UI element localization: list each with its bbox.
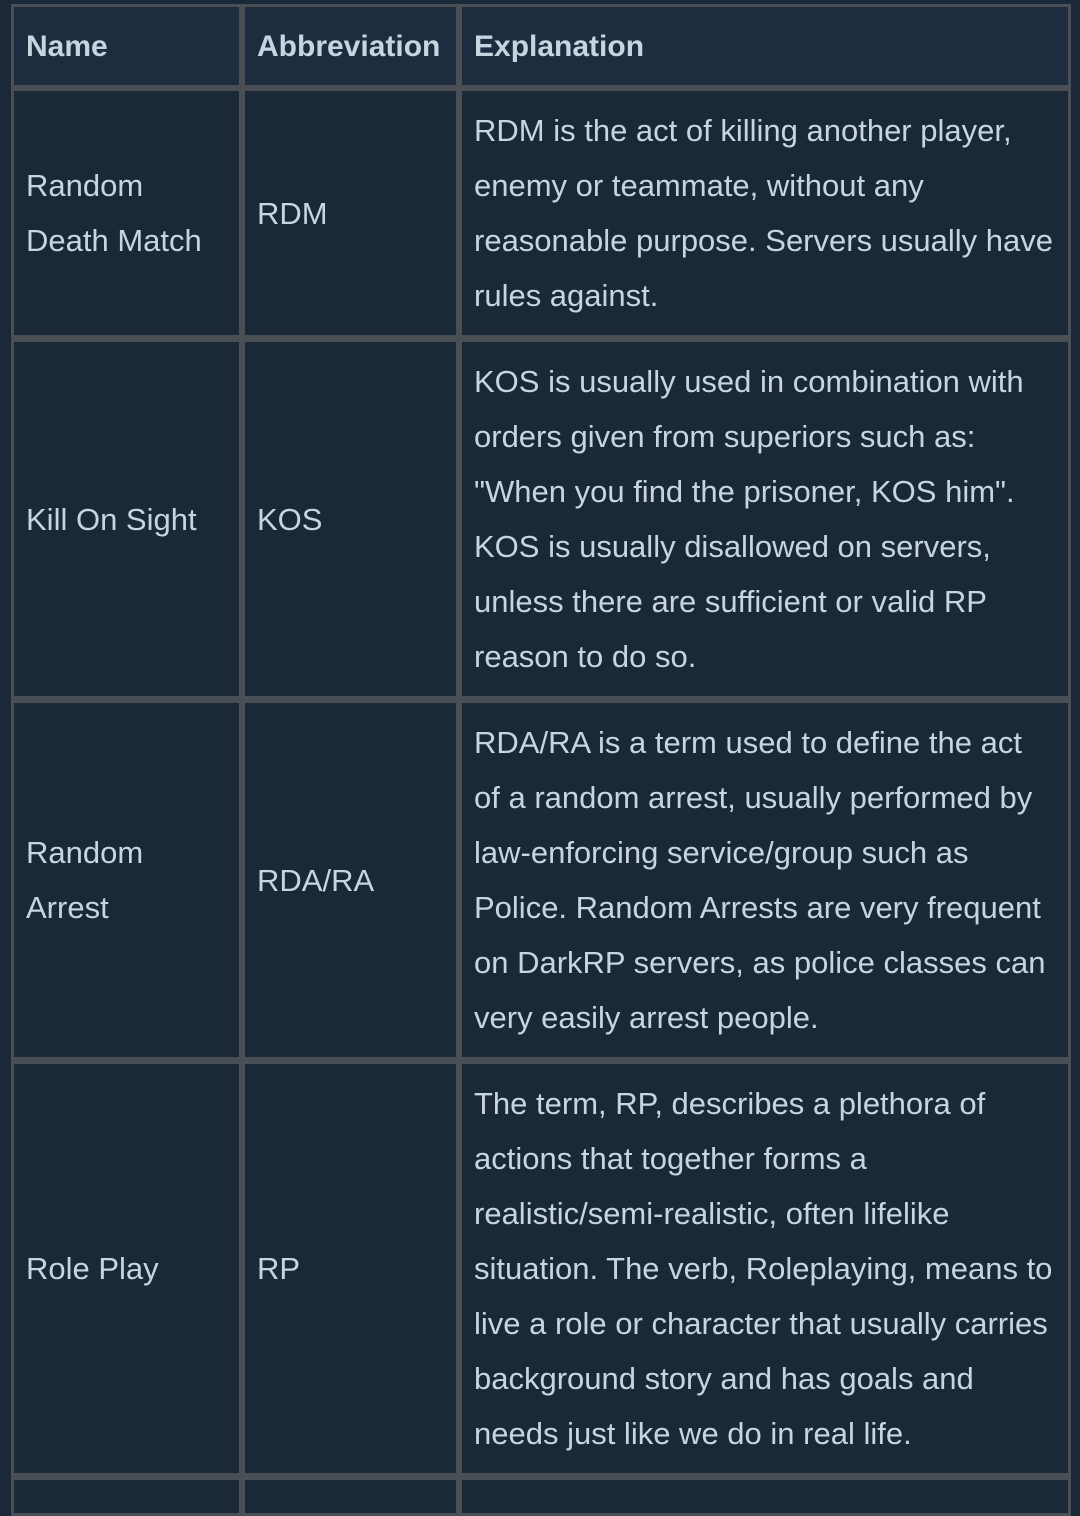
cell-abbreviation: RP: [242, 1060, 459, 1476]
table-row: [11, 699, 1071, 1060]
cell-explanation: RDA/RA is a term used to define the act of a random arrest, usually performed by law-enforcing service/group such as Police. Random Arrests are very frequent on DarkRP servers, as police classes can very easily arrest people.: [459, 699, 1071, 1060]
cell-name: Kill On Sight: [11, 338, 242, 699]
header-explanation: Explanation: [459, 4, 1071, 88]
header-abbreviation: Abbreviation: [242, 4, 459, 88]
table-row: [11, 338, 1071, 699]
cell-name-empty: [11, 1476, 242, 1516]
glossary-table-container: [11, 4, 1071, 1516]
cell-explanation: RDM is the act of killing another player, enemy or teammate, without any reasonable purpose. Servers usually have rules against.: [459, 88, 1071, 338]
cell-abbreviation: KOS: [242, 338, 459, 699]
cell-abbreviation: RDA/RA: [242, 699, 459, 1060]
cell-abbreviation-empty: [242, 1476, 459, 1516]
cell-name: Random Arrest: [11, 699, 242, 1060]
glossary-table: [11, 4, 1071, 1516]
table-row: [11, 88, 1071, 338]
cell-name: Role Play: [11, 1060, 242, 1476]
cell-explanation: KOS is usually used in combination with orders given from superiors such as: "When you find the prisoner, KOS him". KOS is usually disallowed on servers, unless there are sufficient or valid RP reason to do so.: [459, 338, 1071, 699]
table-row-partial: [11, 1476, 1071, 1516]
header-name: Name: [11, 4, 242, 88]
cell-name: Random Death Match: [11, 88, 242, 338]
cell-explanation-empty: [459, 1476, 1071, 1516]
cell-abbreviation: RDM: [242, 88, 459, 338]
table-row: [11, 1060, 1071, 1476]
table-header-row: [11, 4, 1071, 88]
cell-explanation: The term, RP, describes a plethora of actions that together forms a realistic/semi-realistic, often lifelike situation. The verb, Roleplaying, means to live a role or character that usually carries background story and has goals and needs just like we do in real life.: [459, 1060, 1071, 1476]
